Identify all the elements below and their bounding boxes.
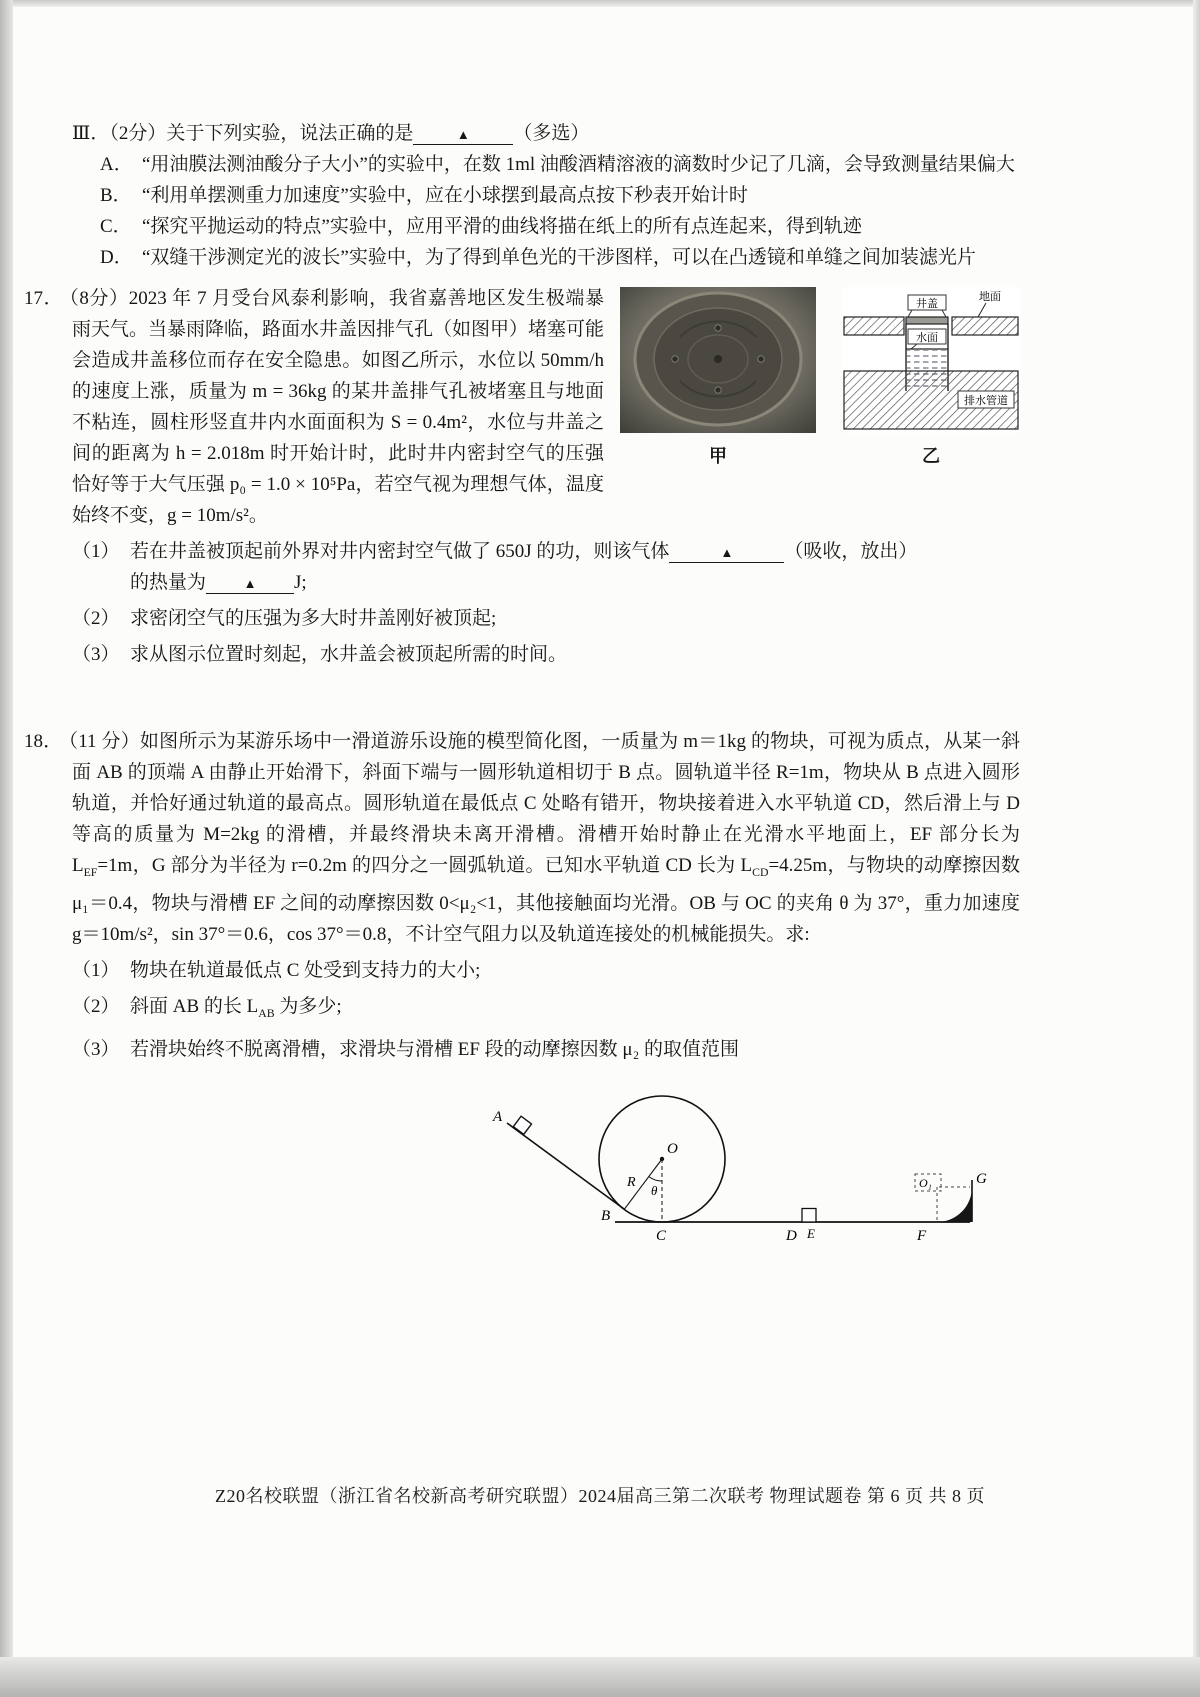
scan-edge-bottom	[0, 1657, 1200, 1697]
q18-part-3	[72, 1034, 1020, 1065]
option-c-text: “探究平抛运动的特点”实验中，应用平滑的曲线将描在纸上的所有点连起来，得到轨迹	[142, 216, 862, 237]
q17-part-1-text2: 的热量为	[130, 572, 207, 593]
label-G: G	[976, 1170, 987, 1187]
label-pipe: 排水管道	[964, 395, 1008, 407]
label-B: B	[601, 1207, 611, 1224]
q17-part-3	[72, 639, 1020, 670]
label-cover: 井盖	[916, 298, 938, 310]
answer-blank: ▲	[669, 546, 784, 563]
q18-part-2-text: 斜面 AB 的长 $L_{AB}$ 为多少;	[130, 995, 342, 1020]
q18-number: 18．	[24, 731, 63, 752]
answer-blank: ▲	[206, 577, 294, 594]
option-d-text: “双缝干涉测定光的波长”实验中，为了得到单色光的干涉图样，可以在凸透镜和单缝之间加装滤光片	[142, 247, 976, 268]
q18-stem-text: （11 分）如图所示为某游乐场中一滑道游乐设施的模型简化图，一质量为 m＝1kg 的物块，可视为质点，从某一斜面 AB 的顶端 A 由静止开始滑下，斜面下端与一圆形轨道相切于 B 点。圆轨道半径 R=1m，物块从 B 点进入圆形轨道，并恰好通过轨道的最高点。圆形轨道在最低点 C 处略有错开，物块接着进入水平轨道 CD，然后滑上与 D 等高的质量为 M=2kg 的滑槽，并最终滑块未离开滑槽。滑槽开始时静止在光滑水平地面上，EF 部分长为 $L_{EF}=1m$，G 部分为半径为 r=0.2m 的四分之一圆弧轨道。已知水平轨道 CD 长为 $L_{CD}=4.25m$，与物块的动摩擦因数 μ₁＝0.4，物块与滑槽 EF 之间的动摩擦因数 0<μ₂<1，其他接触面均光滑。OB 与 OC 的夹角 θ 为 37°，重力加速度 g＝10m/s²，sin 37°＝0.6，cos 37°＝0.8，不计空气阻力以及轨道连接处的机械能损失。求:	[68, 731, 1020, 945]
figure-yi	[842, 287, 1020, 472]
option-b-label: B．	[100, 185, 132, 206]
q17-part-1-body	[130, 536, 1020, 598]
q18-part-3-text: 若滑块始终不脱离滑槽，求滑块与滑槽 EF 段的动摩擦因数 μ₂ 的取值范围	[130, 1038, 739, 1060]
q3-stem-suffix: （多选）	[513, 123, 590, 144]
q17-number: 17．	[24, 288, 64, 309]
q18-part-1-label: （1）	[72, 959, 120, 981]
page-content	[24, 118, 1020, 1267]
question-18	[24, 726, 1020, 1267]
q3-options	[100, 149, 1020, 273]
scan-edge-top	[0, 0, 1200, 7]
label-C: C	[656, 1227, 667, 1244]
q17-part-2-label: （2）	[72, 608, 120, 629]
label-D: D	[786, 1227, 797, 1244]
question-17	[24, 283, 1020, 670]
option-a-text: “用油膜法测油酸分子大小”的实验中，在数 1ml 油酸酒精溶液的滴数时少记了几滴，会导致测量结果偏大	[142, 154, 1015, 175]
q17-part-2-text: 求密闭空气的压强为多大时井盖刚好被顶起;	[130, 608, 497, 629]
label-ground: 地面	[979, 291, 1001, 303]
label-R: R	[627, 1174, 636, 1190]
q3-stem	[72, 118, 1020, 149]
option-b-text: “利用单摆测重力加速度”实验中，应在小球摆到最高点按下秒表开始计时	[142, 185, 748, 206]
figure-jia-caption: 甲	[709, 446, 727, 466]
label-O1: O₁	[919, 1175, 932, 1190]
label-A: A	[493, 1108, 503, 1125]
option-a-label: A．	[100, 154, 133, 175]
q17-part-1-unit: J;	[294, 572, 307, 593]
q3-stem-text: （2分）关于下列实验，说法正确的是	[109, 123, 414, 144]
label-E: E	[807, 1225, 815, 1241]
q18-part-1-text: 物块在轨道最低点 C 处受到支持力的大小;	[130, 959, 481, 981]
q17-part-1-text: 若在井盖被顶起前外界对井内密封空气做了 650J 的功，则该气体	[130, 541, 670, 562]
q18-part-1	[72, 955, 1020, 986]
quarter-arc-ramp	[937, 1187, 972, 1222]
option-a	[100, 149, 1020, 180]
q18-diagram	[457, 1079, 1020, 1267]
slide-track-diagram	[457, 1079, 1013, 1257]
label-theta: θ	[651, 1182, 658, 1198]
block-on-track	[802, 1208, 816, 1222]
q18-part-2	[72, 991, 1020, 1029]
q17-part-1	[72, 536, 1020, 598]
q17-part-2	[72, 603, 1020, 634]
q17-part-1-label: （1）	[72, 541, 120, 562]
q17-part-3-label: （3）	[72, 644, 120, 665]
label-F: F	[917, 1227, 927, 1244]
q18-part-2-label: （2）	[72, 995, 120, 1017]
figure-yi-caption: 乙	[922, 446, 940, 466]
option-d	[100, 242, 1020, 273]
scan-edge-left	[0, 0, 13, 1697]
well-schematic-diagram	[842, 287, 1020, 433]
q17-stem	[24, 283, 1020, 531]
manhole-photo	[620, 287, 816, 433]
page-footer: Z20名校联盟（浙江省名校新高考研究联盟）2024届高三第二次联考 物理试题卷 第 6 页 共 8 页	[215, 1486, 985, 1506]
q18-stem	[24, 726, 1020, 950]
q18-part-3-label: （3）	[72, 1038, 120, 1060]
scan-edge-right	[1193, 0, 1200, 1697]
option-b	[100, 180, 1020, 211]
option-d-label: D．	[100, 247, 133, 268]
q17-figures	[620, 287, 1020, 472]
question-3	[72, 118, 1020, 273]
answer-blank: ▲	[413, 128, 513, 145]
q3-number: Ⅲ．	[72, 123, 110, 144]
q17-part-1-hint: （吸收，放出）	[784, 541, 918, 562]
label-water: 水面	[916, 332, 938, 344]
option-c	[100, 211, 1020, 242]
block-on-incline	[513, 1116, 531, 1134]
label-O: O	[667, 1140, 678, 1157]
q17-part-3-text: 求从图示位置时刻起，水井盖会被顶起所需的时间。	[130, 644, 568, 665]
option-c-label: C．	[100, 216, 132, 237]
q17-stem-text: （8分）2023 年 7 月受台风泰利影响，我省嘉善地区发生极端暴雨天气。当暴雨降临，路面水井盖因排气孔（如图甲）堵塞可能会造成井盖移位而存在安全隐患。如图乙所示，水位以 50mm/h 的速度上涨，质量为 m = 36kg 的某井盖排气孔被堵塞且与地面不粘连，圆柱形竖直井内水面面积为 S = 0.4m²，水位与井盖之间的距离为 h = 2.018m 时开始计时，此时井内密封空气的压强恰好等于大气压强 p₀ = 1.0 × 10⁵Pa，若空气视为理想气体，温度始终不变，g = 10m/s²。	[69, 288, 605, 526]
figure-jia	[620, 287, 816, 472]
